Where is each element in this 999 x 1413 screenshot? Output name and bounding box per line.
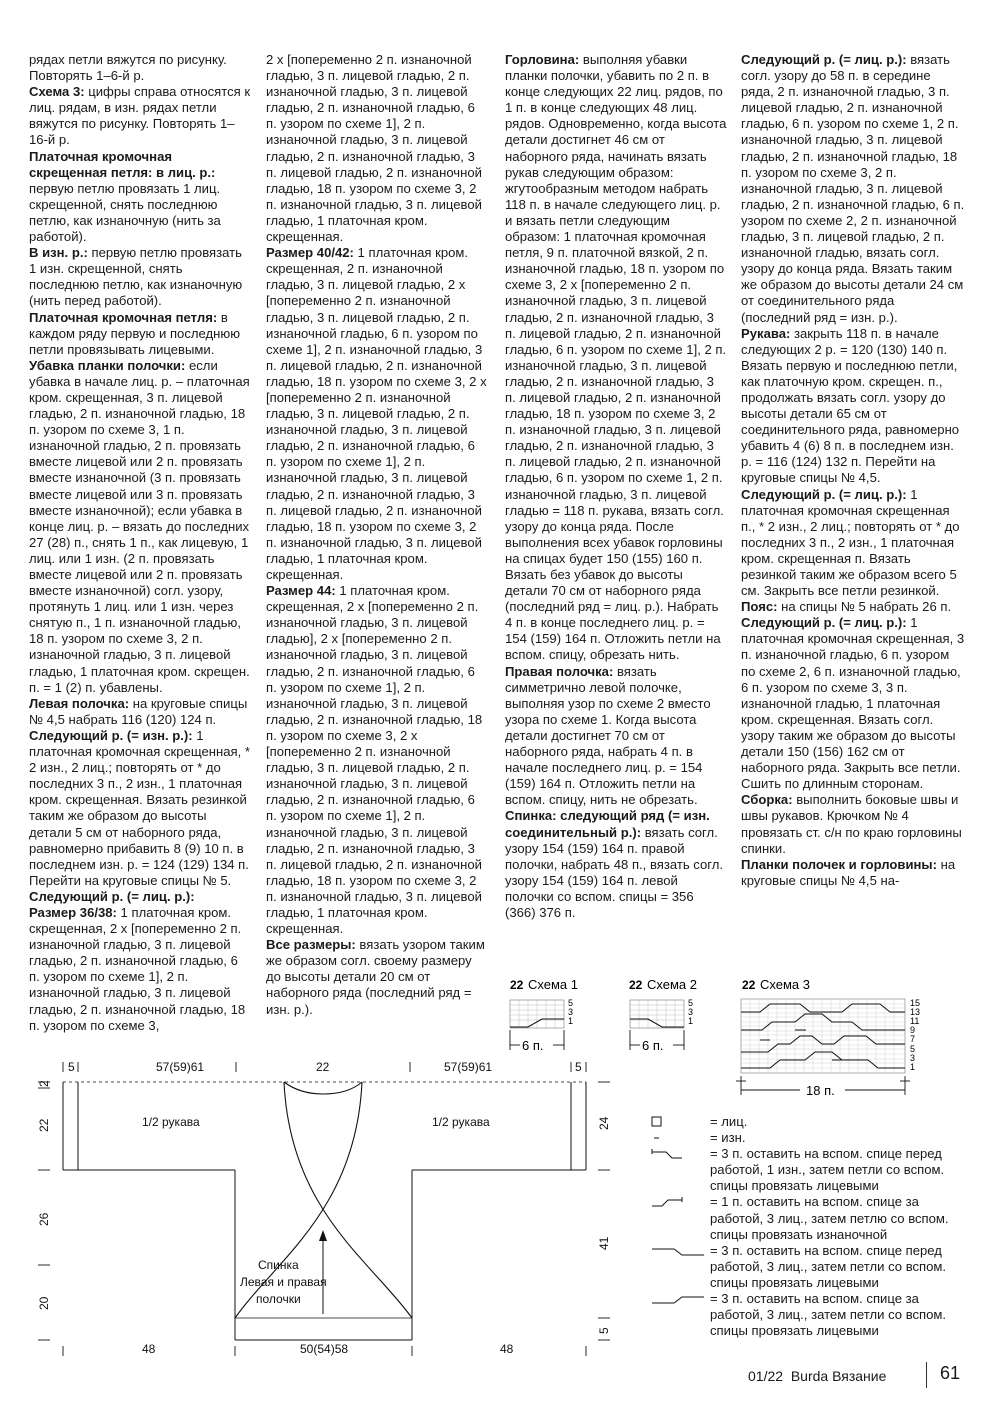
dim-top-5-right: 5 [575, 1060, 582, 1074]
dash-icon [650, 1130, 710, 1146]
cross-3-icon [650, 1243, 710, 1259]
paragraph-text: 2 x [попеременно 2 п. изнаночной гладью, 3 п. лицевой гладью, 2 п. изнаночной гладью, 3 п. лицевой гладью, 2 п. изнаночной гладью, 6 п. узором по схеме 1], 2 п. изнаночной гладью, 3 п. лицевой гладью, 2 п. изнаночной гладью, 3 п. лицевой гладью, 2 п. изнаночной гладью, 18 п. узором по схеме 3, 2 п. изнаночной гладью, 3 п. лицевой гладью, 1 платочная кром. скрещенная. [266, 52, 482, 245]
paragraph-heading: Планки полочек и горловины: [741, 856, 937, 872]
paragraph-heading: Платочная кромочная петля: [29, 309, 218, 325]
paragraph-heading: Размер 44: [266, 583, 336, 599]
scheme-3-row-label: 13 [910, 1007, 921, 1017]
paragraph-heading: Следующий р. (= изн. р.): [29, 727, 193, 743]
paragraph-text: цифры справа относятся к лиц. рядам, в изн. рядах петли вяжутся по рисунку. Повторять 1–16-й р. [29, 84, 251, 148]
paragraph-heading: Левая полочка: [29, 695, 130, 711]
paragraph-heading: Сборка: [741, 792, 793, 808]
dim-right-41: 41 [597, 1236, 611, 1250]
scheme-3-row-label: 1 [910, 1062, 916, 1072]
paragraph-text: 1 платочная кромочная скрещенная, 3 п. изнаночной гладью, 6 п. узором по схеме 2, 6 п. изнаночной гладью, 6 п. узором по схеме 3, 3 п. изнаночной гладью, 1 платочная кром. скрещенная. Вязать согл. узору таким же образом до высоты детали 150 (156) 162 см от наборного ряда. Закрыть все петли. Сшить по длинным сторонам. [741, 615, 965, 792]
dim-top-neck: 22 [316, 1060, 330, 1074]
paragraph-heading: Горловина: [505, 52, 580, 67]
scheme-2-number: 22 [629, 978, 643, 992]
dim-left-22: 22 [37, 1118, 51, 1132]
cross-4-icon [650, 1291, 710, 1307]
dim-right-24: 24 [597, 1116, 611, 1130]
square-icon [650, 1114, 710, 1130]
dim-top-5-left: 5 [68, 1060, 75, 1074]
scheme-3-row-label: 15 [910, 998, 921, 1008]
scheme-3-number: 22 [742, 978, 756, 992]
scheme-3-title: Схема 3 [760, 977, 810, 992]
scheme-1-width: 6 п. [522, 1038, 544, 1053]
legend-row [650, 1291, 970, 1339]
footer-divider [926, 1362, 927, 1388]
paragraph-heading: Правая полочка: [505, 663, 614, 679]
dim-top-sleeve-left: 57(59)61 [156, 1060, 205, 1074]
paragraph-text: на круговые спицы № 4,5 набрать 116 (120) 124 п. [29, 695, 248, 727]
paragraph-heading: Убавка планки полочки: [29, 357, 186, 373]
paragraph-heading: Следующий р. (= лиц. р.): [741, 486, 907, 502]
paragraph-text: первую петлю провязать 1 лиц. скрещенной, снять последнюю петлю, как изнаночную (нить за работой). [29, 180, 221, 245]
symbol-legend [650, 1114, 970, 1339]
paragraph-heading: Следующий р. (= лиц. р.): [741, 615, 907, 631]
legend-row [650, 1194, 970, 1242]
paragraph-heading: Все размеры: [266, 937, 356, 953]
paragraph-text: вязать согл. узору до 58 п. в середине ряда, 2 п. изнаночной гладью, 3 п. лицевой гладью, 2 п. изнаночной гладью, 6 п. узором по схеме 1, 2 п. изнаночной гладью, 3 п. лицевой гладью, 2 п. изнаночной гладью, 18 п. узором по схеме 3, 2 п. изнаночной гладью, 3 п. лицевой гладью, 2 п. изнаночной гладью, 6 п. узором по схеме 2, 2 п. изнаночной гладью, 3 п. лицевой гладью, 2 п. изнаночной гладью, вязать согл. узору до конца ряда. Вязать таким же образом до высоты детали 24 см от соединительного ряда (последний ряд = изн. р.). [741, 52, 965, 325]
legend-row [650, 1114, 970, 1130]
paragraph-text: вязать симметрично левой полочке, выполняя узор по схеме 2 вместо узора по схеме 1. Когда высота детали достигнет 70 см от наборного ряда, набрать 4 п. в начале последнего лиц. р. = 154 (159) 164 п. Отложить петли на вспом. спицу, нить не обрезать. [505, 663, 711, 808]
legend-row [650, 1243, 970, 1291]
scheme-3-chart [736, 977, 920, 1098]
scheme-1-row-label: 5 [568, 998, 574, 1008]
scheme-3-width: 18 п. [806, 1083, 835, 1098]
paragraph-text: если убавка в начале лиц. р. – платочная кром. скрещенная, 3 п. лицевой гладью, 2 п. изнаночной гладью, 18 п. узором по схеме 3, 1 п. изнаночной гладью, 2 п. провязать вместе лицевой или 2 п. провязать вместе изнаночной (3 п. провязать вместе лицевой или 3 п. провязать вместе изнаночной); если убавка в конце лиц. р. – вязать до последних 27 (28) п., снять 1 п., как лицевую, 1 лиц. или 1 изн. (2 п. провязать вместе лицевой или 2 п. провязать вместе изнаночной) согл. узору, протянуть 1 лиц. или 1 изн. через снятую п., 1 п. изнаночной гладью, 18 п. узором по схеме 3, 2 п. изнаночной гладью, 3 п. лицевой гладью, 1 платочная кром. скрещен. п. = 1 (2) п. убавлены. [29, 357, 250, 695]
paragraph-text: 1 платочная кромочная скрещенная, * 2 изн., 2 лиц.; повторять от * до последних 3 п., 2 изн., 1 платочная кром. скрещенная. Вязать резинкой таким же образом до высоты детали 5 см от наборного ряда, равномерно прибавить 8 (9) 10 п. в последнем изн. р. = 124 (129) 134 п. Перейти на круговые спицы № 5. [29, 727, 250, 888]
paragraph-text: 1 платочная кром. скрещенная, 2 п. изнаночной гладью, 3 п. лицевой гладью, 2 x [попеременно 2 п. изнаночной гладью, 3 п. лицевой гладью, 2 п. изнаночной гладью, 6 п. узором по схеме 1], 2 п. изнаночной гладью, 3 п. лицевой гладью, 2 п. изнаночной гладью, 18 п. узором по схеме 3, 2 x [попеременно 2 п. изнаночной гладью, 3 п. лицевой гладью, 2 п. изнаночной гладью, 3 п. лицевой гладью, 2 п. изнаночной гладью, 6 п. узором по схеме 1], 2 п. изнаночной гладью, 3 п. лицевой гладью, 2 п. изнаночной гладью, 3 п. лицевой гладью, 2 п. изнаночной гладью, 18 п. узором по схеме 3, 2 п. изнаночной гладью, 3 п. лицевой гладью, 1 платочная кром. скрещенная. [266, 245, 487, 582]
scheme-2-row-label: 5 [688, 998, 694, 1008]
legend-text: = лиц. [710, 1114, 748, 1129]
label-fronts-1: Левая и правая [240, 1275, 327, 1289]
dim-right-5: 5 [597, 1327, 611, 1334]
dim-left-20: 20 [37, 1296, 51, 1310]
scheme-3-row-label: 9 [910, 1025, 916, 1035]
paragraph-heading: Следующий р. (= лиц. р.): [29, 888, 195, 904]
paragraph-text: 1 платочная кром. скрещенная, 2 x [попеременно 2 п. изнаночной гладью, 3 п. лицевой гладью, 2 п. изнаночной гладью, 6 п. узором по схеме 1], 2 п. изнаночной гладью, 3 п. лицевой гладью, 2 п. изнаночной гладью, 18 п. узором по схеме 3, [29, 904, 246, 1033]
paragraph-heading: Пояс: [741, 599, 778, 615]
scheme-3-row-label: 7 [910, 1034, 916, 1044]
paragraph-text: первую петлю провязать 1 изн. скрещенной, снять последнюю петлю, как изнаночную (нить перед работой). [29, 245, 243, 309]
paragraph-text: 1 платочная кром. скрещенная, 2 x [попеременно 2 п. изнаночной гладью, 3 п. лицевой гладью], 2 x [попеременно 2 п. изнаночной гладью, 3 п. лицевой гладью, 2 п. изнаночной гладью, 6 п. узором по схеме 1], 2 п. изнаночной гладью, 3 п. лицевой гладью, 2 п. изнаночной гладью, 18 п. узором по схеме 3, 2 x [попеременно 2 п. изнаночной гладью, 3 п. лицевой гладью, 2 п. изнаночной гладью, 3 п. лицевой гладью, 2 п. изнаночной гладью, 6 п. узором по схеме 1], 2 п. изнаночной гладью, 3 п. лицевой гладью, 2 п. изнаночной гладью, 3 п. лицевой гладью, 2 п. изнаночной гладью, 18 п. узором по схеме 3, 2 п. изнаночной гладью, 3 п. лицевой гладью, 1 платочная кром. скрещенная. [266, 583, 483, 937]
paragraph-text: рядах петли вяжутся по рисунку. Повторять 1–6-й р. [29, 52, 227, 84]
paragraph-text: на спицы № 5 набрать 26 п. [777, 599, 952, 615]
legend-text: = 1 п. оставить на вспом. спице за работой, 3 лиц., затем петлю со вспом. спицы провязать изнаночной [710, 1194, 949, 1242]
scheme-1-number: 22 [510, 978, 524, 992]
paragraph-heading: Спинка: следующий ряд (= изн. соединительный р.): [505, 808, 710, 840]
page-footer [748, 1368, 886, 1384]
pattern-drawing [38, 1062, 610, 1356]
legend-row [650, 1130, 970, 1146]
paragraph-heading: Схема 3: [29, 84, 85, 100]
label-back: Спинка [258, 1258, 299, 1272]
scheme-3-row-label: 11 [910, 1016, 920, 1026]
paragraph-text: выполняя убавки планки полочки, убавить по 2 п. в конце следующих 22 лиц. рядов, по 1 п. в конце следующих 48 лиц. рядов. Одновременно, когда высота детали достигнет 46 см от наборного ряда, начинать вязать рукав следующим образом: жгутообразным методом набрать 118 п. в начале следующего лиц. р. и вязать петли следующим образом: 1 платочная кромочная петля, 9 п. платочной вязкой, 2 п. изнаночной гладью, 18 п. узором по схеме 3, 2 x [попеременно 2 п. изнаночной гладью, 3 п. лицевой гладью, 2 п. изнаночной гладью, 3 п. лицевой гладью, 2 п. изнаночной гладью, 6 п. узором по схеме 1], 2 п. изнаночной гладью, 3 п. лицевой гладью, 2 п. изнаночной гладью, 3 п. лицевой гладью, 2 п. изнаночной гладью, 18 п. узором по схеме 3, 2 п. изнаночной гладью, 3 п. лицевой гладью, 2 п. изнаночной гладью, 3 п. лицевой гладью, 2 п. изнаночной гладью, 6 п. узором по схеме 1, 2 п. изнаночной гладью, 3 п. лицевой гладью = 118 п. рукава, вязать согл. узору до конца ряда. После выполнения всех убавок горловины на спицах будет 150 (155) 160 п. Вязать без убавок до высоты детали 70 см от наборного ряда (последний ряд = лиц. р.). Набрать 4 п. в конце последнего лиц. р. = 154 (159) 164 п. Отложить петли на вспом. спицу, обрезать нить. [505, 52, 727, 663]
legend-text: = 3 п. оставить на вспом. спице перед работой, 3 лиц., затем петли со вспом. спицы провязать лицевыми [710, 1242, 947, 1290]
scheme-1-title: Схема 1 [528, 977, 578, 992]
paragraph-heading: В изн. р.: [29, 245, 88, 261]
paragraph-text: на круговые спицы № 4,5 на- [741, 856, 956, 888]
magazine-name: Burda Вязание [790, 1368, 887, 1384]
cross-2-icon [650, 1194, 710, 1210]
scheme-2-width: 6 п. [642, 1038, 664, 1053]
paragraph-text: вязать узором таким же образом согл. своему размеру до высоты детали 20 см от наборного ряда (последний ряд = изн. р.). [266, 937, 485, 1017]
label-fronts-2: полочки [256, 1292, 301, 1306]
page-number: 61 [940, 1363, 961, 1383]
scheme-1-row-label: 1 [568, 1016, 574, 1026]
paragraph-text: 1 платочная кромочная скрещенная п., * 2 изн., 2 лиц.; повторять от * до последних 3 п., 2 изн., 1 платочная кром. скрещенная п. Вязать резинкой таким же образом всего 5 см. Закрыть все петли резинкой. [741, 486, 960, 599]
issue-number: 01/22 [748, 1368, 784, 1384]
scheme-1-row-label: 3 [568, 1007, 574, 1017]
dim-left-2: 2 [37, 1080, 51, 1087]
scheme-3-row-label: 3 [910, 1053, 916, 1063]
paragraph-text: закрыть 118 п. в начале следующих 2 р. = 120 (130) 140 п. Вязать первую и последнюю петли, как платочную кром. скрещен. п., продолжать вязать согл. узору до высоты детали 65 см от соединительного ряда, равномерно убавить 4 (6) 8 п. в последнем изн. р. = 116 (124) 132 п. Перейти на круговые спицы № 4,5. [741, 325, 960, 486]
cross-1-icon [650, 1146, 710, 1162]
scheme-1-chart [510, 977, 578, 1053]
legend-row [650, 1146, 970, 1194]
legend-text: = изн. [710, 1130, 746, 1146]
scheme-2-chart [629, 977, 697, 1053]
paragraph-heading: Размер 40/42: [266, 245, 354, 261]
dim-bottom-width: 50(54)58 [300, 1342, 349, 1356]
dim-left-26: 26 [37, 1212, 51, 1226]
paragraph-text: в каждом ряду первую и последнюю петли провязывать лицевыми. [29, 309, 241, 357]
paragraph-heading: Платочная кромочная скрещенная петля: в лиц. р.: [29, 148, 216, 180]
legend-text: = 3 п. оставить на вспом. спице перед работой, 1 изн., затем петли со вспом. спицы провязать лицевыми [710, 1146, 945, 1194]
scheme-2-title: Схема 2 [647, 977, 697, 992]
paragraph-heading: Размер 36/38: [29, 904, 117, 920]
legend-text: = 3 п. оставить на вспом. спице за работой, 3 лиц., затем петли со вспом. спицы провязать лицевыми [710, 1291, 947, 1339]
dim-bottom-48-right: 48 [500, 1342, 514, 1356]
label-half-sleeve-right: 1/2 рукава [432, 1115, 490, 1129]
dim-top-sleeve-right: 57(59)61 [444, 1060, 493, 1074]
paragraph-heading: Рукава: [741, 325, 791, 341]
paragraph-text: вязать согл. узору 154 (159) 164 п. правой полочки, набрать 48 п., вязать согл. узору 154 (159) 164 п. левой полочки со вспом. спицы = 356 (366) 376 п. [505, 824, 724, 920]
label-half-sleeve-left: 1/2 рукава [142, 1115, 200, 1129]
scheme-3-row-label: 5 [910, 1044, 916, 1054]
scheme-2-row-label: 3 [688, 1007, 694, 1017]
dim-bottom-48-left: 48 [142, 1342, 156, 1356]
scheme-2-row-label: 1 [688, 1016, 694, 1026]
paragraph-heading: Следующий р. (= лиц. р.): [741, 52, 907, 67]
paragraph-text: выполнить боковые швы и швы рукавов. Крючком № 4 провязать ст. с/н по краю горловины спинки. [741, 792, 962, 856]
